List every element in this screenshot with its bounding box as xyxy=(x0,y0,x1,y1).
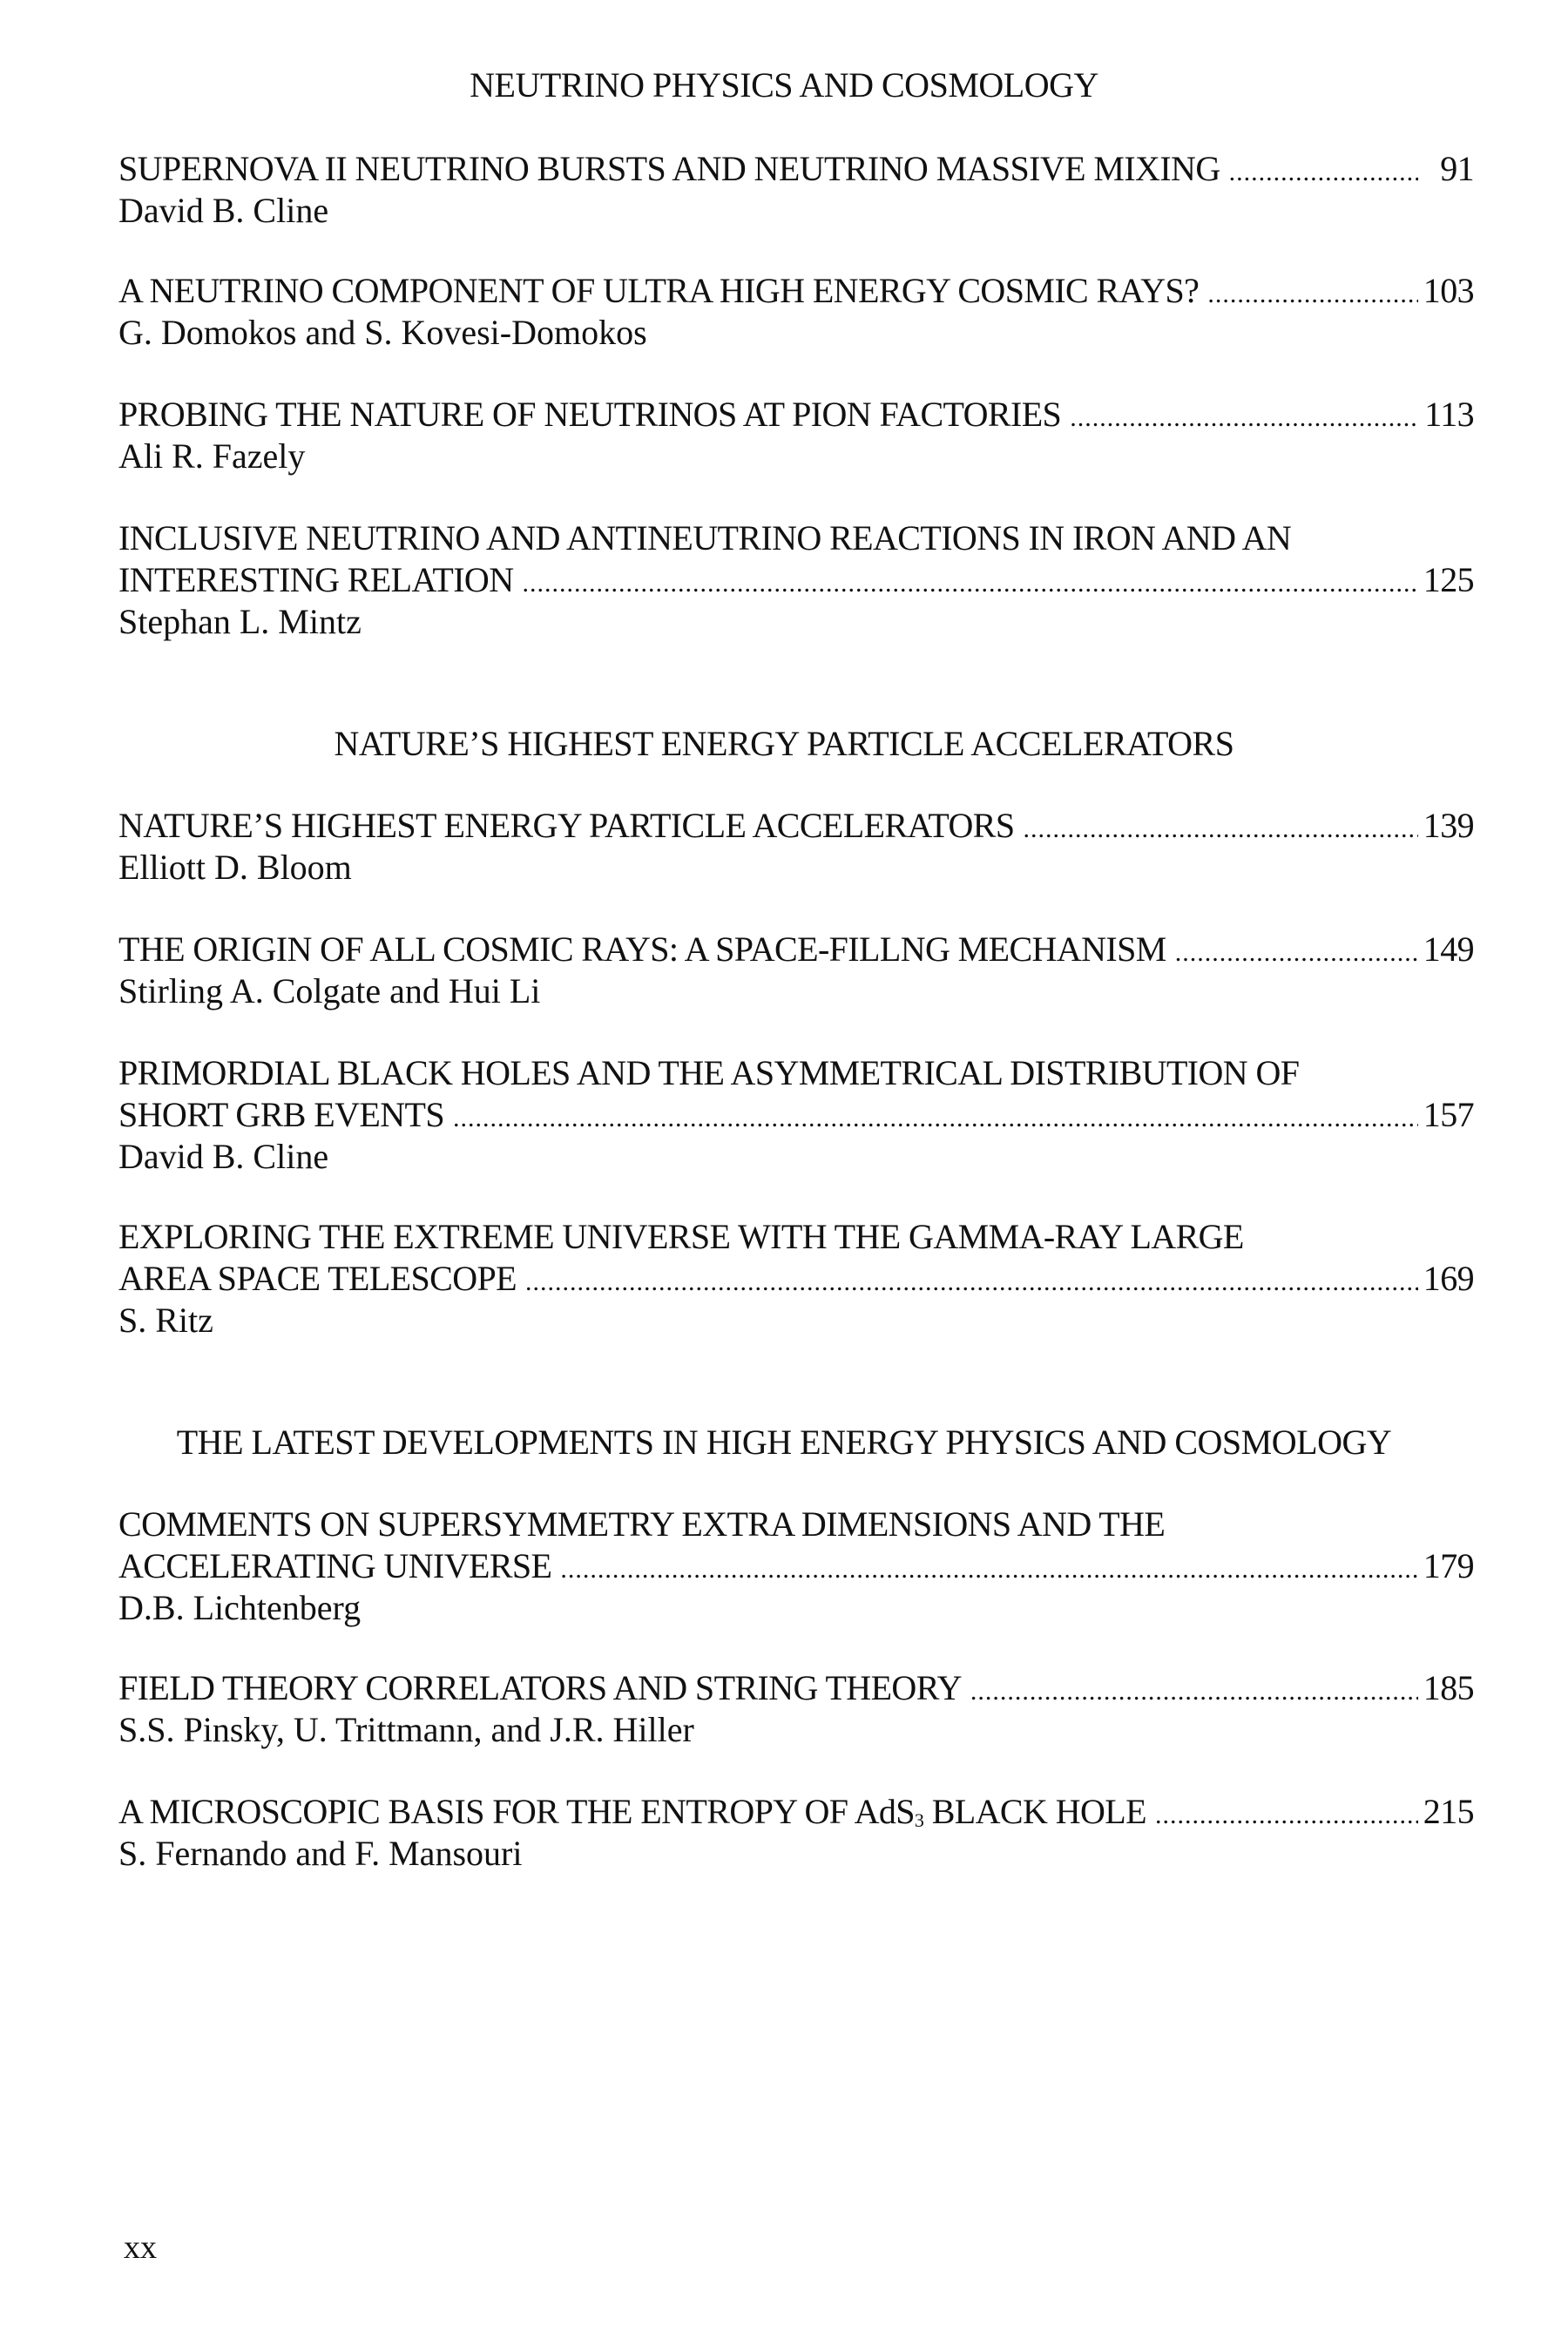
section-heading-latest-developments: THE LATEST DEVELOPMENTS IN HIGH ENERGY PHYSICS AND COSMOLOGY xyxy=(176,1423,1392,1462)
dot-leader xyxy=(1070,397,1418,439)
toc-entry xyxy=(118,805,1474,889)
entry-title-line-2: INTERESTING RELATION xyxy=(118,560,514,599)
entry-title-line-1: EXPLORING THE EXTREME UNIVERSE WITH THE GAMMA-RAY LARGE xyxy=(118,1217,1244,1256)
entry-authors: Elliott D. Bloom xyxy=(118,848,352,887)
toc-entry xyxy=(118,929,1474,1012)
entry-authors: Stirling A. Colgate and Hui Li xyxy=(118,971,541,1010)
dot-leader xyxy=(1023,808,1418,850)
dot-leader xyxy=(523,563,1419,605)
toc-entry xyxy=(118,1667,1474,1751)
page-number: 179 xyxy=(1423,1546,1474,1585)
toc-entry xyxy=(118,517,1474,643)
entry-title: A NEUTRINO COMPONENT OF ULTRA HIGH ENERGY COSMIC RAYS? xyxy=(118,271,1200,310)
entry-authors: S.S. Pinsky, U. Trittmann, and J.R. Hiller xyxy=(118,1710,694,1749)
entry-title-line-2: SHORT GRB EVENTS xyxy=(118,1095,444,1134)
toc-entry xyxy=(118,394,1474,477)
dot-leader xyxy=(1207,274,1418,315)
entry-title: NATURE’S HIGHEST ENERGY PARTICLE ACCELERATORS xyxy=(118,806,1015,845)
toc-entry xyxy=(118,1216,1474,1342)
entry-title-line-1: INCLUSIVE NEUTRINO AND ANTINEUTRINO REACTIONS IN IRON AND AN xyxy=(118,518,1292,558)
entry-authors: S. Ritz xyxy=(118,1301,213,1340)
entry-title: FIELD THEORY CORRELATORS AND STRING THEORY xyxy=(118,1668,962,1707)
page-number: 103 xyxy=(1423,271,1474,310)
entry-authors: David B. Cline xyxy=(118,191,329,230)
page-number: 215 xyxy=(1423,1792,1474,1831)
entry-title: SUPERNOVA II NEUTRINO BURSTS AND NEUTRINO MASSIVE MIXING xyxy=(118,149,1220,188)
dot-leader xyxy=(970,1671,1418,1713)
entry-authors: D.B. Lichtenberg xyxy=(118,1588,362,1627)
entry-authors: Ali R. Fazely xyxy=(118,436,306,476)
entry-title-line-1: COMMENTS ON SUPERSYMMETRY EXTRA DIMENSIONS AND THE xyxy=(118,1504,1166,1544)
entry-title-suffix: BLACK HOLE xyxy=(923,1792,1146,1831)
entry-title: THE ORIGIN OF ALL COSMIC RAYS: A SPACE-FILLNG MECHANISM xyxy=(118,929,1166,969)
entry-title-subscript: 3 xyxy=(914,1809,924,1831)
entry-authors: David B. Cline xyxy=(118,1137,329,1176)
section-heading-neutrino: NEUTRINO PHYSICS AND COSMOLOGY xyxy=(470,65,1098,105)
page-folio: xx xyxy=(124,2229,157,2266)
entry-authors: Stephan L. Mintz xyxy=(118,602,362,641)
page-number: 169 xyxy=(1423,1259,1474,1298)
entry-title: PROBING THE NATURE OF NEUTRINOS AT PION FACTORIES xyxy=(118,395,1062,434)
page-number: 113 xyxy=(1424,395,1474,434)
entry-title-line-2: ACCELERATING UNIVERSE xyxy=(118,1546,552,1585)
page-number: 139 xyxy=(1423,806,1474,845)
entry-title: A MICROSCOPIC BASIS FOR THE ENTROPY OF AdS xyxy=(118,1792,915,1831)
dot-leader xyxy=(1175,932,1418,974)
page-number: 185 xyxy=(1423,1668,1474,1707)
dot-leader xyxy=(1229,152,1418,193)
page-number: 125 xyxy=(1423,560,1474,599)
toc-entry xyxy=(118,1504,1474,1629)
dot-leader xyxy=(560,1549,1418,1591)
dot-leader xyxy=(453,1098,1418,1139)
entry-authors: S. Fernando and F. Mansouri xyxy=(118,1834,523,1873)
entry-authors: G. Domokos and S. Kovesi-Domokos xyxy=(118,313,647,352)
page-number: 149 xyxy=(1423,929,1474,969)
toc-entry xyxy=(118,270,1474,354)
section-heading-accelerators: NATURE’S HIGHEST ENERGY PARTICLE ACCELERATORS xyxy=(334,724,1234,763)
page-number: 157 xyxy=(1423,1095,1474,1134)
toc-entry xyxy=(118,148,1474,232)
dot-leader xyxy=(1155,1794,1418,1836)
toc-entry xyxy=(118,1791,1474,1875)
page-number: 91 xyxy=(1440,149,1474,188)
toc-entry xyxy=(118,1052,1474,1178)
dot-leader xyxy=(525,1261,1418,1303)
entry-title-line-2: AREA SPACE TELESCOPE xyxy=(118,1259,517,1298)
entry-title-line-1: PRIMORDIAL BLACK HOLES AND THE ASYMMETRICAL DISTRIBUTION OF xyxy=(118,1053,1300,1092)
